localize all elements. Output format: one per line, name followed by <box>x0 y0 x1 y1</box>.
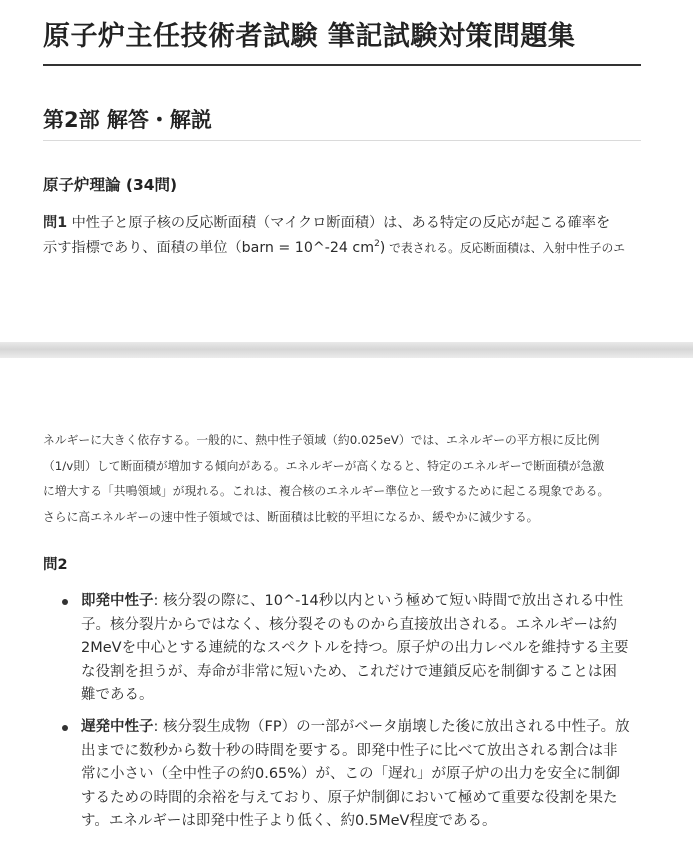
list-item-text <box>81 590 651 708</box>
continuation-line: さらに高エネルギーの速中性子領域では、断面積は比較的平坦になるか、緩やかに減少する。 <box>43 509 539 524</box>
part-title: 第2部 解答・解説 <box>43 108 212 132</box>
list-item-text <box>81 716 651 834</box>
list-item-line: 子。核分裂片からではなく、核分裂そのものから直接放出される。エネルギーは約 <box>81 616 618 633</box>
book-title: 原子炉主任技術者試験 筆記試験対策問題集 <box>43 21 576 52</box>
bullet-icon <box>62 599 68 605</box>
bullet-icon <box>62 725 68 731</box>
list-item-line <box>81 590 651 614</box>
continuation-line: に増大する「共鳴領域」が現れる。これは、複合核のエネルギー準位と一致するために起こる現象である。 <box>43 484 610 498</box>
term-definition-start: : 核分裂生成物（FP）の一部がベータ崩壊した後に放出される中性子。放 <box>153 718 630 735</box>
page-top-section <box>0 0 693 342</box>
q1-line-1 <box>43 211 643 236</box>
question-1-label: 問1 <box>43 215 68 231</box>
list-item-line: す。エネルギーは即発中性子より低く、約0.5MeV程度である。 <box>81 813 497 830</box>
continuation-line: （1/v則）して断面積が増加する傾向がある。エネルギーが高くなると、特定のエネルギーで断面積が急激 <box>43 458 605 473</box>
page-break-band <box>0 342 693 358</box>
list-item-line: するための時間的余裕を与えており、原子炉制御において極めて重要な役割を果た <box>81 789 618 806</box>
q1-text-line-1: 中性子と原子核の反応断面積（マイクロ断面積）は、ある特定の反応が起こる確率を <box>67 215 611 231</box>
part-divider <box>43 140 641 141</box>
term-prompt-neutron: 即発中性子 <box>81 593 154 609</box>
q1-superscript: 2 <box>374 239 380 249</box>
q1-text-line-2: 示す指標であり、面積の単位（barn = 10^-24 cm <box>43 240 375 256</box>
list-item <box>0 590 693 708</box>
list-item-line <box>81 716 651 740</box>
question-1-paragraph <box>43 211 643 261</box>
q1-text-line-2-small: で表される。反応断面積は、入射中性子のエ <box>385 241 626 255</box>
list-item-line: 難である。 <box>81 687 154 704</box>
question-2-label: 問2 <box>43 557 68 573</box>
q1-close-paren: ) <box>379 240 386 256</box>
list-item-line: 出までに数秒から数十秒の時間を要する。即発中性子に比べて放出される割合は非 <box>81 742 618 759</box>
title-divider <box>43 64 641 66</box>
term-delayed-neutron: 遅発中性子 <box>81 718 154 735</box>
list-item <box>0 716 693 834</box>
term-definition-start: : 核分裂の際に、10^-14秒以内という極めて短い時間で放出される中性 <box>153 593 624 609</box>
section-title: 原子炉理論 (34問) <box>43 176 178 194</box>
question-1-continuation <box>43 428 663 530</box>
list-item-line: 常に小さい（全中性子の約0.65%）が、この「遅れ」が原子炉の出力を安全に制御 <box>81 766 621 783</box>
question-2-list <box>0 590 693 842</box>
q1-line-2 <box>43 236 643 261</box>
list-item-line: な役割を担うが、寿命が非常に短いため、これだけで連鎖反応を制御することは困 <box>81 663 617 680</box>
list-item-line: 2MeVを中心とする連続的なスペクトルを持つ。原子炉の出力レベルを維持する主要 <box>81 640 629 657</box>
continuation-line: ネルギーに大きく依存する。一般的に、熱中性子領域（約0.025eV）では、エネルギーの平方根に反比例 <box>43 433 600 447</box>
page-bottom-section <box>0 358 693 851</box>
